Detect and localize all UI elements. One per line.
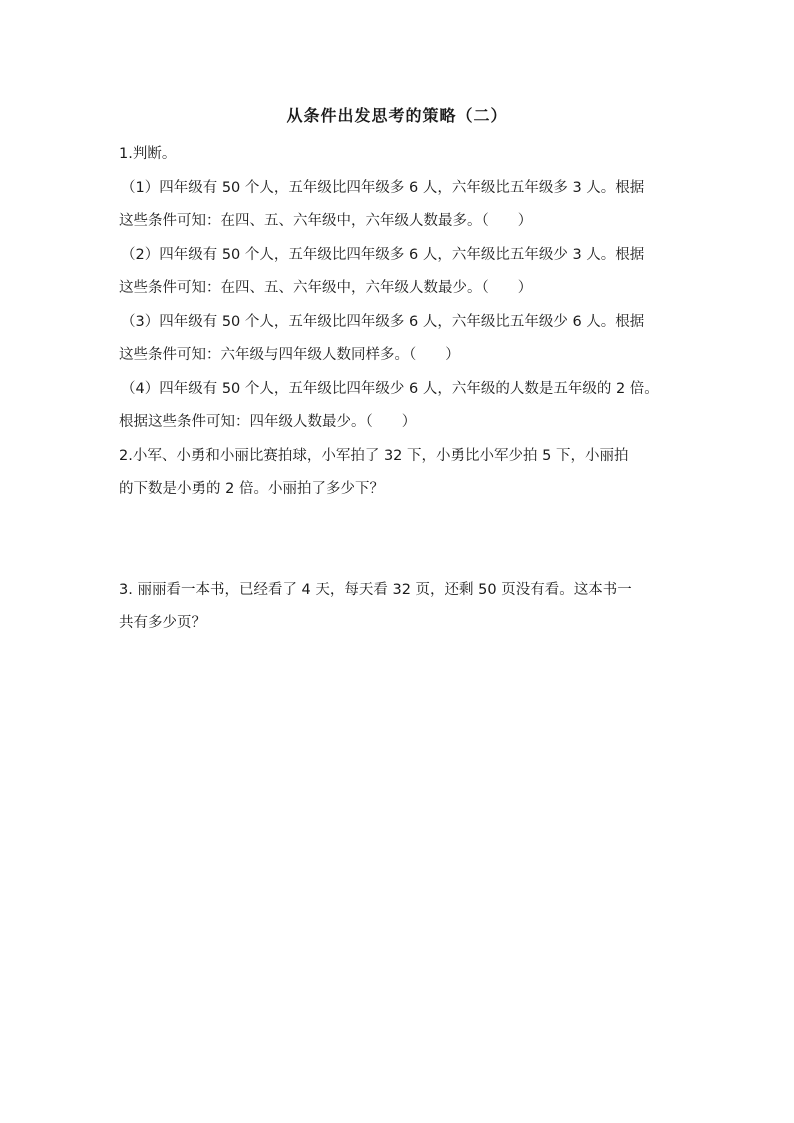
question-2-line-2: 的下数是小勇的 2 倍。小丽拍了多少下？ bbox=[119, 481, 384, 497]
question-2 bbox=[119, 440, 675, 507]
question-1-label: 1.判断。 bbox=[119, 146, 177, 162]
question-1-item-2-line-2: 这些条件可知：在四、五、六年级中，六年级人数最少。（ ） bbox=[119, 280, 533, 296]
question-1-item-3-line-2: 这些条件可知：六年级与四年级人数同样多。（ ） bbox=[119, 347, 460, 363]
question-1-item-1-line-2: 这些条件可知：在四、五、六年级中，六年级人数最多。（ ） bbox=[119, 213, 533, 229]
question-1-item-3 bbox=[119, 306, 675, 373]
question-3-line-2: 共有多少页？ bbox=[119, 615, 206, 631]
question-3-line-1: 3. 丽丽看一本书，已经看了 4 天，每天看 32 页，还剩 50 页没有看。这本书一 bbox=[119, 581, 632, 598]
question-1-item-1-line-1: （1）四年级有 50 个人，五年级比四年级多 6 人，六年级比五年级多 3 人。根据 bbox=[121, 179, 645, 196]
worksheet-content bbox=[119, 138, 675, 641]
question-1-item-1 bbox=[119, 172, 675, 239]
answer-space-question-2 bbox=[119, 507, 675, 574]
question-3 bbox=[119, 574, 675, 641]
question-1-item-2-line-1: （2）四年级有 50 个人，五年级比四年级多 6 人，六年级比五年级少 3 人。根据 bbox=[121, 246, 645, 263]
question-2-line-1: 2.小军、小勇和小丽比赛拍球，小军拍了 32 下，小勇比小军少拍 5 下，小丽拍 bbox=[119, 447, 629, 464]
page-title: 从条件出发思考的策略（二） bbox=[286, 106, 508, 125]
question-1-item-4-line-2: 根据这些条件可知：四年级人数最少。（ ） bbox=[119, 414, 417, 430]
question-1-item-2 bbox=[119, 239, 675, 306]
question-1-item-4 bbox=[119, 373, 675, 440]
question-1-item-4-line-1: （4）四年级有 50 个人，五年级比四年级少 6 人，六年级的人数是五年级的 2 倍。 bbox=[121, 380, 659, 397]
question-1-item-3-line-1: （3）四年级有 50 个人，五年级比四年级多 6 人，六年级比五年级少 6 人。根据 bbox=[121, 313, 645, 330]
